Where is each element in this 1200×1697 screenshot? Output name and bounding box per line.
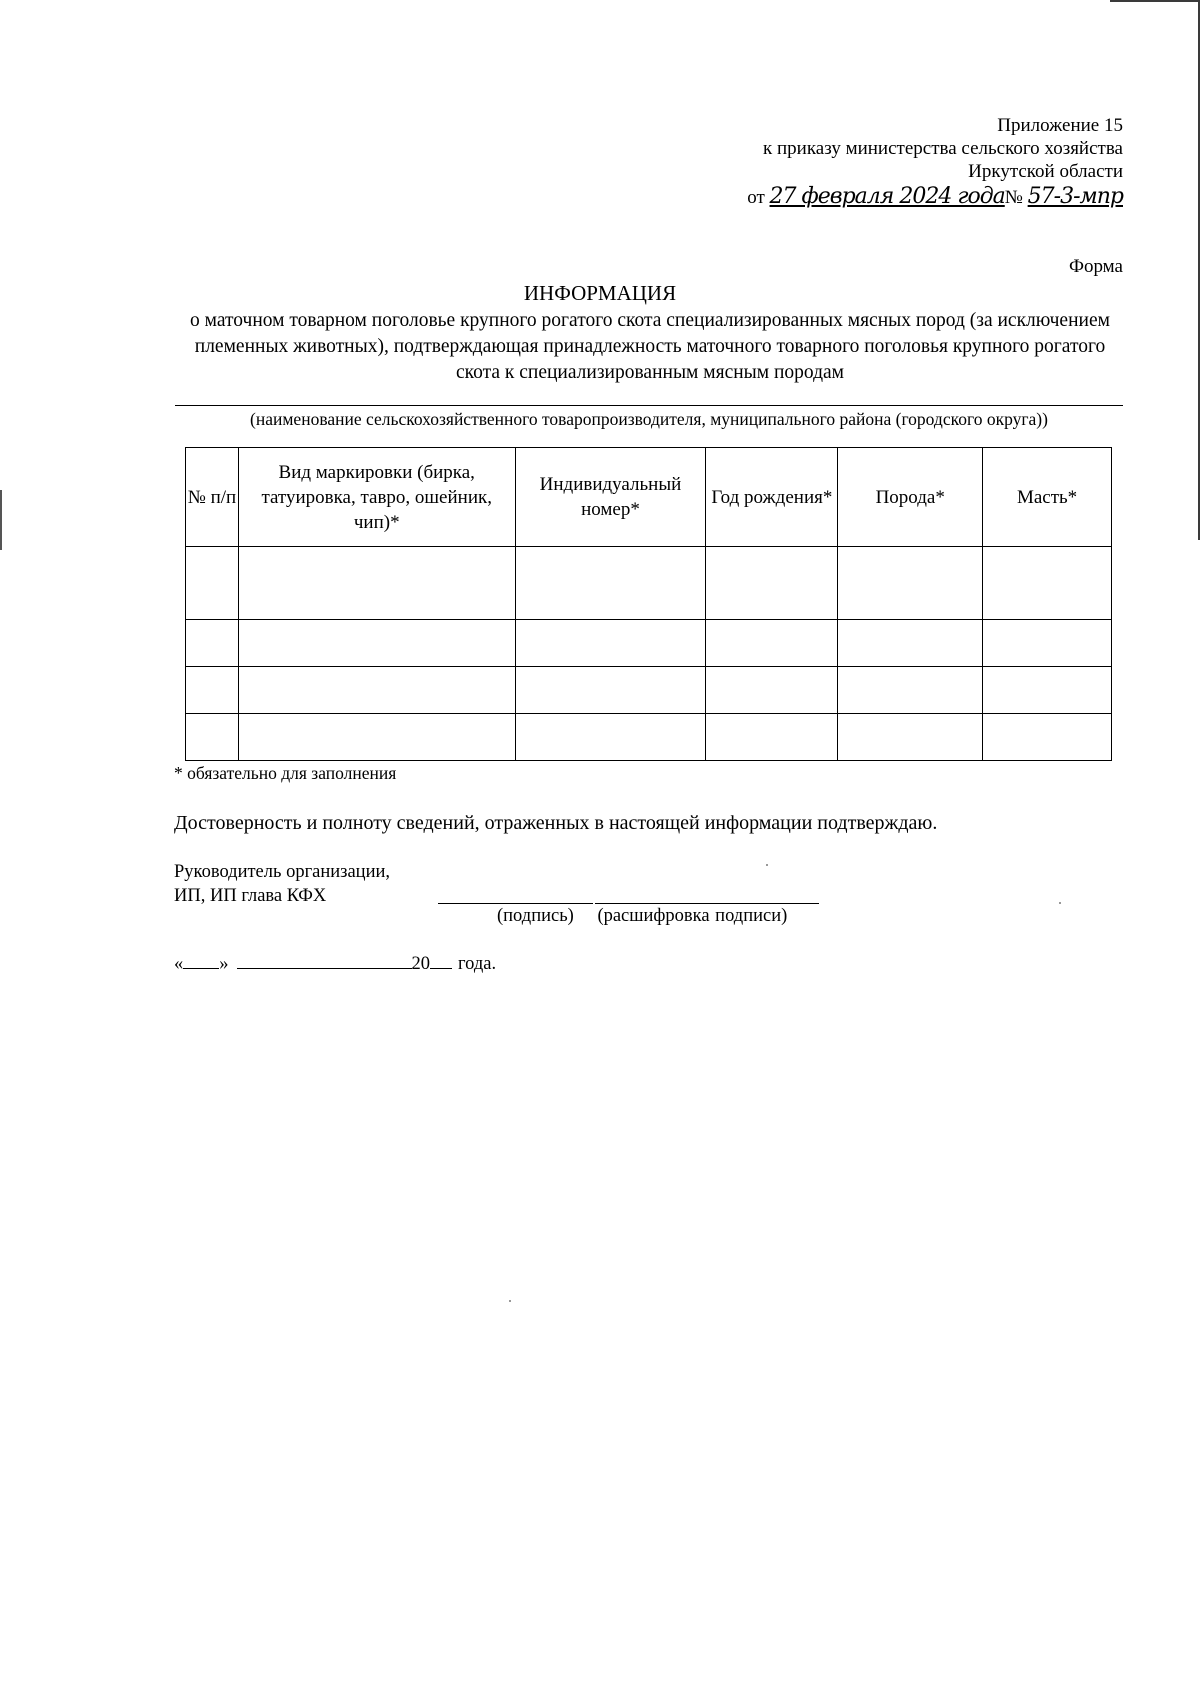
date-line (174, 952, 496, 975)
document-title: ИНФОРМАЦИЯ (523, 281, 677, 305)
order-reference: к приказу министерства сельского хозяйства (763, 138, 1123, 159)
date-open-quote: « (174, 954, 184, 974)
table-cell[interactable] (983, 714, 1112, 761)
table-cell[interactable] (983, 620, 1112, 667)
date-prefix: от (747, 187, 765, 208)
form-label: Форма (1068, 256, 1123, 277)
handwritten-order-number: 57-3-мпр (1027, 184, 1123, 209)
table-cell[interactable] (838, 714, 983, 761)
date-suffix: года. (458, 954, 497, 974)
table-cell[interactable] (838, 667, 983, 714)
signer-title-line1: Руководитель организации, (174, 862, 391, 882)
confirmation-statement: Достоверность и полноту сведений, отраженных в настоящей информации подтверждаю. (174, 812, 938, 834)
col-header-breed: Порода* (838, 448, 983, 547)
table-cell[interactable] (238, 714, 515, 761)
table-header-row (186, 448, 1112, 547)
table-cell[interactable] (983, 547, 1112, 620)
col-header-birth-year: Год рождения* (706, 448, 838, 547)
table-cell[interactable] (515, 620, 706, 667)
table-cell[interactable] (838, 547, 983, 620)
col-header-individual-number: Индивидуальный номер* (515, 448, 706, 547)
scan-edge-top (1110, 0, 1200, 2)
producer-name-caption: (наименование сельскохозяйственного товаропроизводителя, муниципального района (городского округа)) (250, 409, 1048, 429)
table-cell[interactable] (706, 667, 838, 714)
number-prefix: № (1004, 187, 1023, 208)
signature-captions (497, 906, 787, 927)
year-prefix: 20 (411, 954, 430, 974)
order-region: Иркутской области (968, 161, 1123, 182)
order-date-number (747, 185, 1123, 209)
signer-block (174, 860, 390, 908)
signer-title-line2: ИП, ИП глава КФХ (174, 886, 327, 906)
scan-speck (509, 1300, 511, 1302)
col-header-number: № п/п (186, 448, 239, 547)
table-cell[interactable] (706, 620, 838, 667)
table-cell[interactable] (838, 620, 983, 667)
table-row (186, 714, 1112, 761)
appendix-header (747, 114, 1123, 207)
table-cell[interactable] (186, 667, 239, 714)
table-cell[interactable] (515, 714, 706, 761)
required-footnote: * обязательно для заполнения (174, 763, 397, 783)
table-cell[interactable] (238, 547, 515, 620)
scan-edge-left (0, 490, 2, 550)
table-cell[interactable] (186, 620, 239, 667)
year-field[interactable] (430, 952, 452, 969)
table-cell[interactable] (706, 714, 838, 761)
table-cell[interactable] (186, 547, 239, 620)
table-cell[interactable] (515, 547, 706, 620)
livestock-table (185, 447, 1112, 761)
handwritten-date: 27 февраля 2024 года (769, 184, 1005, 209)
document-subtitle: о маточном товарном поголовье крупного рогатого скота специализированных мясных пород (за исключением племенных животных), подтверждающая принадлежность маточного товарного поголовья крупного рогатого скота к специализированным мясным породам (190, 310, 1110, 383)
appendix-number: Приложение 15 (997, 115, 1123, 136)
day-field[interactable] (183, 952, 219, 969)
col-header-marking-type: Вид маркировки (бирка, татуировка, тавро, ошейник, чип)* (238, 448, 515, 547)
col-header-color: Масть* (983, 448, 1112, 547)
table-row (186, 547, 1112, 620)
month-field[interactable] (237, 952, 412, 969)
producer-name-field[interactable] (175, 405, 1123, 406)
scan-speck (1059, 902, 1061, 904)
table-cell[interactable] (706, 547, 838, 620)
scan-speck (766, 864, 768, 866)
table-cell[interactable] (186, 714, 239, 761)
signature-field[interactable] (438, 903, 593, 904)
decoding-caption: (расшифровка подписи) (597, 906, 788, 926)
table-row (186, 667, 1112, 714)
table-row (186, 620, 1112, 667)
table-cell[interactable] (515, 667, 706, 714)
table-cell[interactable] (983, 667, 1112, 714)
table-cell[interactable] (238, 667, 515, 714)
table-cell[interactable] (238, 620, 515, 667)
date-close-quote: » (219, 954, 229, 974)
signature-decoding-field[interactable] (595, 903, 819, 904)
signature-caption: (подпись) (497, 906, 574, 926)
